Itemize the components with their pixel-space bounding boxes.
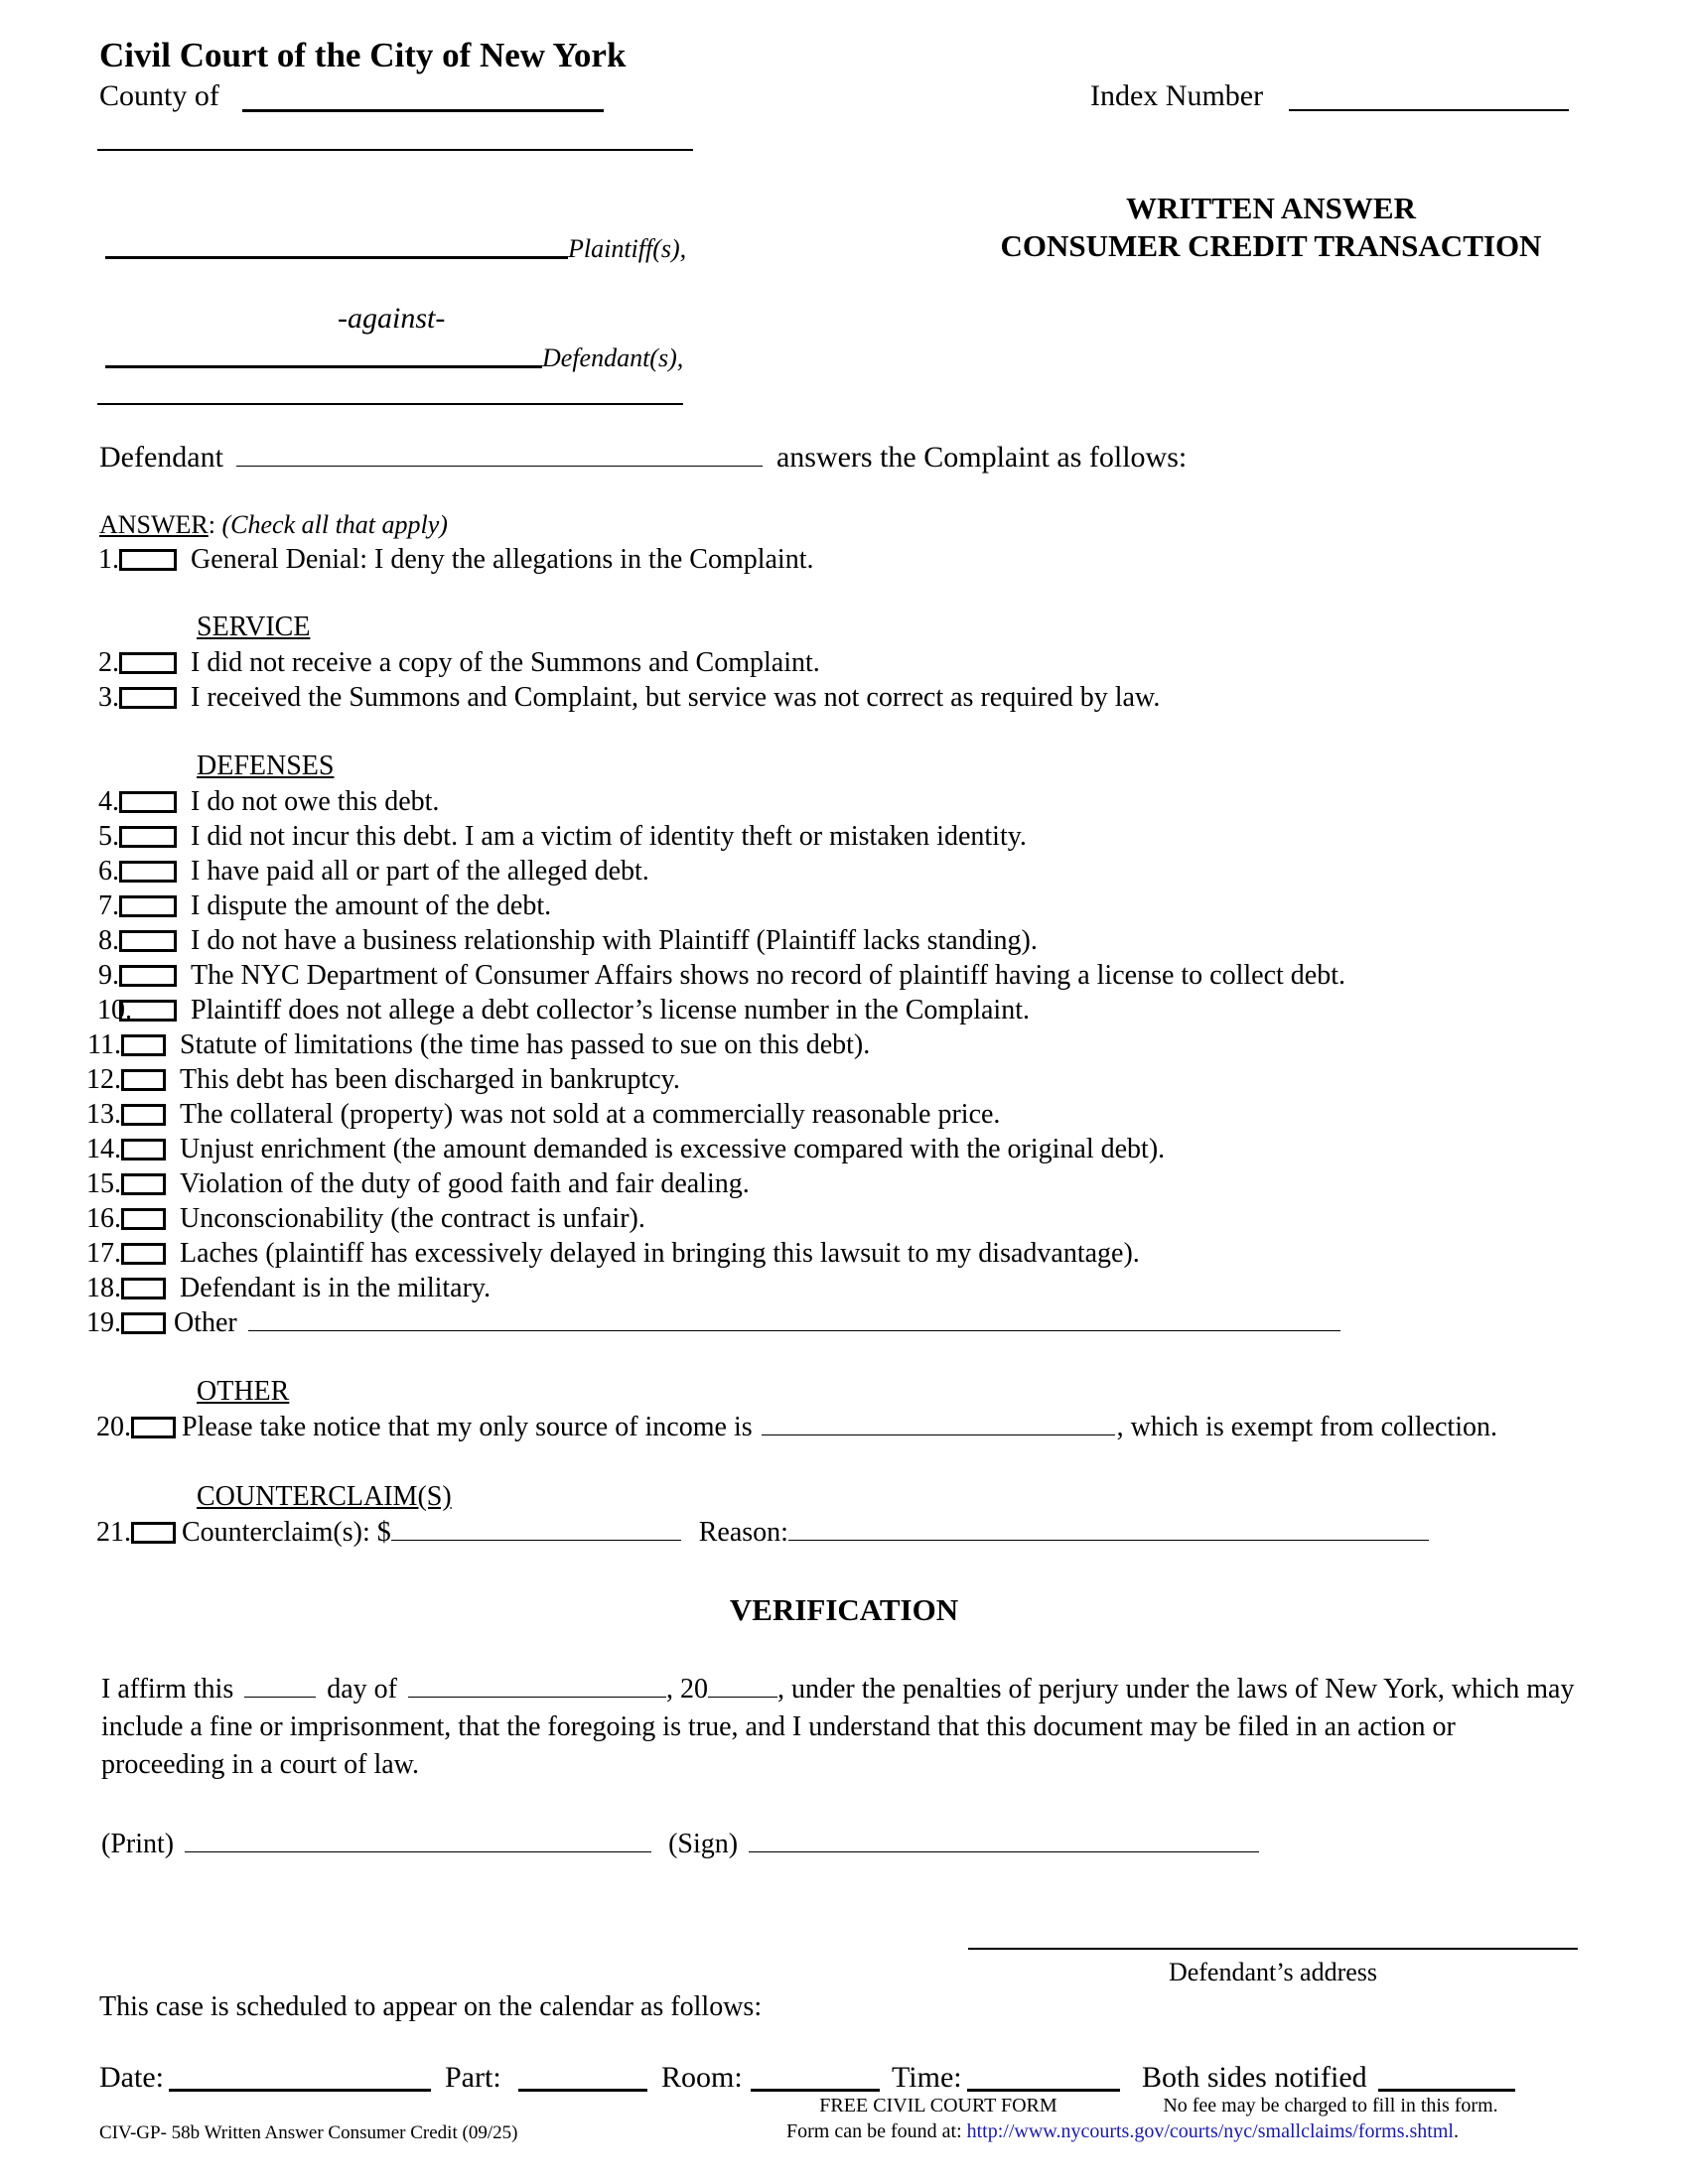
affirm-text-a: I affirm this [101, 1674, 234, 1705]
intro-line [99, 441, 1187, 475]
item-number: 16. [86, 1203, 121, 1234]
section-counterclaims: COUNTERCLAIM(S) [197, 1481, 452, 1512]
item-text: I did not receive a copy of the Summons and Complaint. [191, 647, 820, 678]
counterclaim-reason-field[interactable] [788, 1518, 1429, 1541]
item-number: 7. [98, 890, 119, 921]
affirm-text-d: , under the penalties of perjury under the laws of New York, which may [777, 1674, 1575, 1705]
title-line-2: CONSUMER CREDIT TRANSACTION [1000, 228, 1542, 263]
court-title: Civil Court of the City of New York [99, 36, 627, 74]
item-text: Plaintiff does not allege a debt collector’s license number in the Complaint. [191, 995, 1030, 1025]
footer-no-fee: No fee may be charged to fill in this form. [1163, 2095, 1498, 2116]
reason-label: Reason: [698, 1517, 788, 1548]
item-text: Statute of limitations (the time has passed to sue on this debt). [180, 1029, 871, 1060]
item-number: 2. [98, 647, 119, 678]
affirm-line-1 [101, 1674, 1574, 1706]
item-text: Unjust enrichment (the amount demanded is excessive compared with the original debt). [180, 1134, 1166, 1164]
item-checkbox[interactable] [131, 1417, 176, 1438]
item-text: Please take notice that my only source of income is [182, 1412, 753, 1442]
item-text: Laches (plaintiff has excessively delayed in bringing this lawsuit to my disadvantage). [180, 1238, 1140, 1269]
item-checkbox[interactable] [121, 1208, 166, 1230]
answer-item [95, 1517, 1429, 1549]
item-number: 17. [86, 1238, 121, 1269]
item-checkbox[interactable] [119, 965, 177, 987]
footer-found-at-line [786, 2120, 1459, 2143]
item-checkbox[interactable] [119, 930, 177, 952]
item-number: 18. [86, 1273, 121, 1303]
item-checkbox[interactable] [121, 1243, 166, 1265]
item-checkbox[interactable] [121, 1173, 166, 1195]
defendant-field[interactable] [105, 365, 542, 368]
signature-line [101, 1829, 1259, 1860]
caption-line[interactable] [97, 149, 693, 151]
plaintiff-field[interactable] [105, 256, 568, 259]
defendant-address-label: Defendant’s address [1168, 1958, 1378, 1986]
answer-heading: ANSWER: (Check all that apply) [99, 510, 448, 539]
print-name-field[interactable] [185, 1830, 651, 1852]
answer-item [97, 821, 1027, 853]
item-number: 3. [98, 682, 119, 713]
item-checkbox[interactable] [121, 1139, 166, 1160]
item-checkbox[interactable] [119, 791, 177, 813]
year-field[interactable] [708, 1675, 777, 1698]
answer-item [85, 1273, 491, 1304]
item-checkbox[interactable] [119, 1000, 177, 1022]
footer-found-at: Form can be found at: [786, 2120, 962, 2142]
answer-item [85, 1168, 750, 1200]
item-number: 13. [86, 1099, 121, 1130]
answer-item [85, 1203, 645, 1235]
income-source-field[interactable] [762, 1413, 1115, 1435]
answer-item [85, 1029, 870, 1061]
item-checkbox[interactable] [121, 1034, 166, 1056]
answer-item [85, 1099, 1000, 1131]
item-checkbox[interactable] [119, 549, 177, 571]
item-text: Unconscionability (the contract is unfair). [180, 1203, 645, 1234]
item-number: 11. [87, 1029, 121, 1060]
footer-free-form: FREE CIVIL COURT FORM [819, 2095, 1057, 2116]
answer-note: (Check all that apply) [221, 510, 448, 539]
item-text: General Denial: I deny the allegations in the Complaint. [191, 544, 814, 575]
item-text: I dispute the amount of the debt. [191, 890, 552, 921]
item-checkbox[interactable] [119, 687, 177, 709]
item-number: 1. [98, 544, 119, 575]
calendar-time-label: Time: [892, 2061, 962, 2094]
defendant-label: Defendant(s), [542, 343, 684, 372]
item-text: Other [174, 1307, 237, 1338]
section-defenses: DEFENSES [197, 751, 335, 781]
item-number: 10. [97, 995, 132, 1025]
item-number: 21. [96, 1517, 131, 1548]
item-number: 20. [96, 1412, 131, 1442]
item-number: 15. [86, 1168, 121, 1199]
answer-item [97, 856, 649, 887]
affirm-line-2: include a fine or imprisonment, that the foregoing is true, and I understand that this document may be filed in an action or [101, 1711, 1456, 1742]
calendar-part-field[interactable] [518, 2089, 647, 2092]
calendar-room-field[interactable] [751, 2089, 880, 2092]
calendar-part-label: Part: [445, 2061, 501, 2094]
calendar-room-label: Room: [661, 2061, 743, 2094]
item-checkbox[interactable] [119, 652, 177, 674]
plaintiff-label: Plaintiff(s), [568, 234, 687, 263]
item-text: The collateral (property) was not sold at a commercially reasonable price. [180, 1099, 1001, 1130]
item-text: The NYC Department of Consumer Affairs shows no record of plaintiff having a license to collect debt. [191, 960, 1345, 991]
answer-item [97, 925, 1038, 957]
item-checkbox[interactable] [119, 861, 177, 883]
answer-item [97, 960, 1345, 992]
item-checkbox[interactable] [121, 1312, 166, 1334]
intro-answers-text: answers the Complaint as follows: [775, 441, 1188, 474]
title-line-1: WRITTEN ANSWER [1126, 191, 1416, 225]
print-label: (Print) [101, 1829, 175, 1859]
item-number: 19. [86, 1307, 121, 1338]
answer-item [97, 682, 1160, 714]
footer-form-id: CIV-GP- 58b Written Answer Consumer Credit (09/25) [99, 2122, 518, 2143]
item-text: This debt has been discharged in bankruptcy. [180, 1064, 680, 1095]
item-number: 14. [86, 1134, 121, 1164]
calendar-date-field[interactable] [169, 2089, 431, 2092]
affirm-line-3: proceeding in a court of law. [101, 1749, 420, 1780]
county-field[interactable] [242, 109, 604, 112]
county-label: County of [99, 79, 219, 112]
item-number: 12. [86, 1064, 121, 1095]
against-label: -against- [338, 302, 446, 335]
item-number: 5. [98, 821, 119, 852]
defendant-address-field[interactable] [968, 1948, 1578, 1950]
answer-label: ANSWER [99, 510, 209, 539]
answer-item [95, 1412, 1497, 1443]
item-checkbox[interactable] [121, 1278, 166, 1299]
verification-heading: VERIFICATION [729, 1592, 959, 1627]
section-other: OTHER [197, 1376, 290, 1407]
item-text: I do not have a business relationship with Plaintiff (Plaintiff lacks standing). [191, 925, 1038, 956]
section-service: SERVICE [197, 612, 311, 642]
answer-item [85, 1134, 1165, 1165]
day-field[interactable] [244, 1675, 316, 1698]
item-text: Counterclaim(s): $ [182, 1517, 391, 1548]
month-field[interactable] [408, 1675, 666, 1698]
item-text: I received the Summons and Complaint, but service was not correct as required by law. [191, 682, 1161, 713]
item-checkbox[interactable] [121, 1104, 166, 1126]
item-number: 4. [98, 786, 119, 817]
signature-field[interactable] [749, 1830, 1259, 1852]
item-text: I do not owe this debt. [191, 786, 440, 817]
answer-item [97, 544, 813, 576]
answer-item [97, 647, 820, 679]
footer-url-link[interactable]: http://www.nycourts.gov/courts/nyc/smallclaims/forms.shtml [966, 2120, 1454, 2142]
item-text: I have paid all or part of the alleged debt. [191, 856, 649, 887]
affirm-text-c: , 20 [666, 1674, 708, 1705]
calendar-date-label: Date: [99, 2061, 164, 2094]
item-checkbox[interactable] [121, 1069, 166, 1091]
index-number-field[interactable] [1289, 109, 1569, 111]
index-label: Index Number [1090, 79, 1264, 112]
answer-item [97, 786, 439, 818]
item-number: 6. [98, 856, 119, 887]
answer-item [85, 1307, 1340, 1339]
item-text: Violation of the duty of good faith and fair dealing. [180, 1168, 750, 1199]
item-text: Defendant is in the military. [180, 1273, 492, 1303]
counterclaim-amount-field[interactable] [391, 1518, 681, 1541]
affirm-text-b: day of [327, 1674, 397, 1705]
answer-item [97, 890, 551, 922]
item-text: I did not incur this debt. I am a victim of identity theft or mistaken identity. [191, 821, 1027, 852]
answer-item [85, 1238, 1140, 1270]
item-checkbox[interactable] [119, 895, 177, 917]
item-text-suffix: , which is exempt from collection. [1116, 1412, 1497, 1442]
calendar-intro: This case is scheduled to appear on the calendar as follows: [99, 1991, 763, 2022]
item-checkbox[interactable] [131, 1522, 176, 1544]
item-number: 9. [98, 960, 119, 991]
item-checkbox[interactable] [119, 826, 177, 848]
answer-item [97, 995, 1030, 1026]
calendar-notified-label: Both sides notified [1142, 2061, 1367, 2094]
sign-label: (Sign) [668, 1829, 739, 1859]
item-number: 8. [98, 925, 119, 956]
footer-url-period: . [1453, 2120, 1459, 2142]
other-defense-field[interactable] [248, 1308, 1340, 1331]
intro-defendant-label: Defendant [99, 441, 223, 474]
calendar-notified-field[interactable] [1378, 2089, 1515, 2092]
answer-item [85, 1064, 680, 1096]
defendant-name-field[interactable] [236, 444, 763, 467]
defendant-field-2[interactable] [97, 403, 683, 405]
calendar-time-field[interactable] [967, 2089, 1120, 2092]
